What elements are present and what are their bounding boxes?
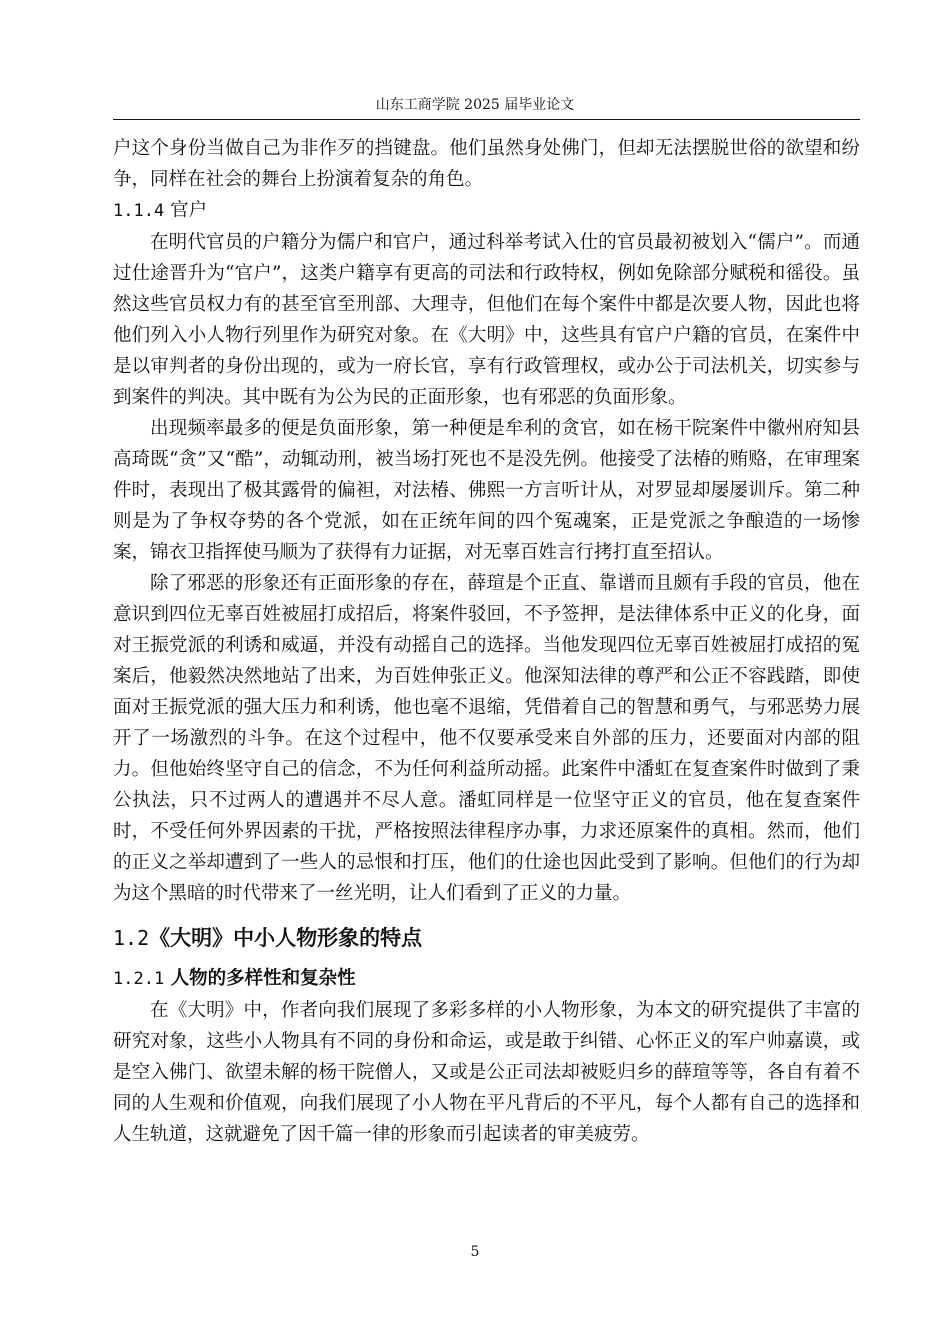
page-body [113,133,860,1150]
paragraph-diversity: 在《大明》中，作者向我们展现了多彩多样的小人物形象，为本文的研究提供了丰富的研究对象，这些小人物具有不同的身份和命运，或是敢于纠错、心怀正义的军户帅嘉谟，或是空入佛门、欲望未解的杨干院僧人，又或是公正司法却被贬归乡的薛瑄等等，各自有着不同的人生观和价值观，向我们展现了小人物在平凡背后的不平凡，每个人都有自己的选择和人生轨道，这就避免了因千篇一律的形象而引起读者的审美疲劳。 [113,1000,860,1145]
section-number: 1.1.4 [113,201,165,221]
section-title: 人物的多样性和复杂性 [170,968,356,989]
section-number: 1.2 [113,926,150,950]
section-heading-1-2 [113,921,860,955]
paragraph-intro: 户这个身份当做自己为非作歹的挡键盘。他们虽然身处佛门，但却无法摆脱世俗的欲望和纷争，同样在社会的舞台上扮演着复杂的角色。 [113,138,860,190]
section-number: 1.2.1 [113,969,165,989]
paragraph-positive-images: 除了邪恶的形象还有正面形象的存在，薛瑄是个正直、靠谱而且颇有手段的官员，他在意识到四位无辜百姓被屈打成招后，将案件驳回，不予签押，是法律体系中正义的化身，面对王振党派的利诱和威逼，并没有动摇自己的选择。当他发现四位无辜百姓被屈打成招的冤案后，他毅然决然地站了出来，为百姓伸张正义。他深知法律的尊严和公正不容践踏，即使面对王振党派的强大压力和利诱，他也毫不退缩，凭借着自己的智慧和勇气，与邪恶势力展开了一场激烈的斗争。在这个过程中，他不仅要承受来自外部的压力，还要面对内部的阻力。但他始终坚守自己的信念，不为任何利益所动摇。此案件中潘虹在复查案件时做到了秉公执法，只不过两人的遭遇并不尽人意。潘虹同样是一位坚守正义的官员，他在复查案件时，不受任何外界因素的干扰，严格按照法律程序办事，力求还原案件的真相。然而，他们的正义之举却遭到了一些人的忌恨和打压，他们的仕途也因此受到了影响。但他们的行为却为这个黑暗的时代带来了一丝光明，让人们看到了正义的力量。 [113,573,860,904]
section-title: 《大明》中小人物形象的特点 [149,925,423,950]
header-rule [113,119,860,120]
section-heading-1-1-4 [113,195,860,227]
section-title: 官户 [170,200,208,221]
paragraph-negative-images: 出现频率最多的便是负面形象，第一种便是牟利的贪官，如在杨干院案件中徽州府知县高琦既“贪”又“酷”，动辄动刑，被当场打死也不是没先例。他接受了法椿的贿赂，在审理案件时，表现出了极其露骨的偏袒，对法椿、佛熙一方言听计从，对罗显却屡屡训斥。第二种则是为了争权夺势的各个党派，如在正统年间的四个冤魂案，正是党派之争酿造的一场惨案，锦衣卫指挥使马顺为了获得有力证据，对无辜百姓言行拷打直至招认。 [113,418,860,563]
section-heading-1-2-1 [113,963,860,995]
page-number: 5 [470,1244,480,1260]
paragraph-officials-intro: 在明代官员的户籍分为儒户和官户，通过科举考试入仕的官员最初被划入“儒户”。而通过仕途晋升为“官户”，这类户籍享有更高的司法和行政特权，例如免除部分赋税和徭役。虽然这些官员权力有的甚至官至刑部、大理寺，但他们在每个案件中都是次要人物，因此也将他们列入小人物行列里作为研究对象。在《大明》中，这些具有官户户籍的官员，在案件中是以审判者的身份出现的，或为一府长官，享有行政管理权，或办公于司法机关，切实参与到案件的判决。其中既有为公为民的正面形象，也有邪恶的负面形象。 [113,232,860,408]
running-header: 山东工商学院 2025 届毕业论文 [375,97,575,113]
